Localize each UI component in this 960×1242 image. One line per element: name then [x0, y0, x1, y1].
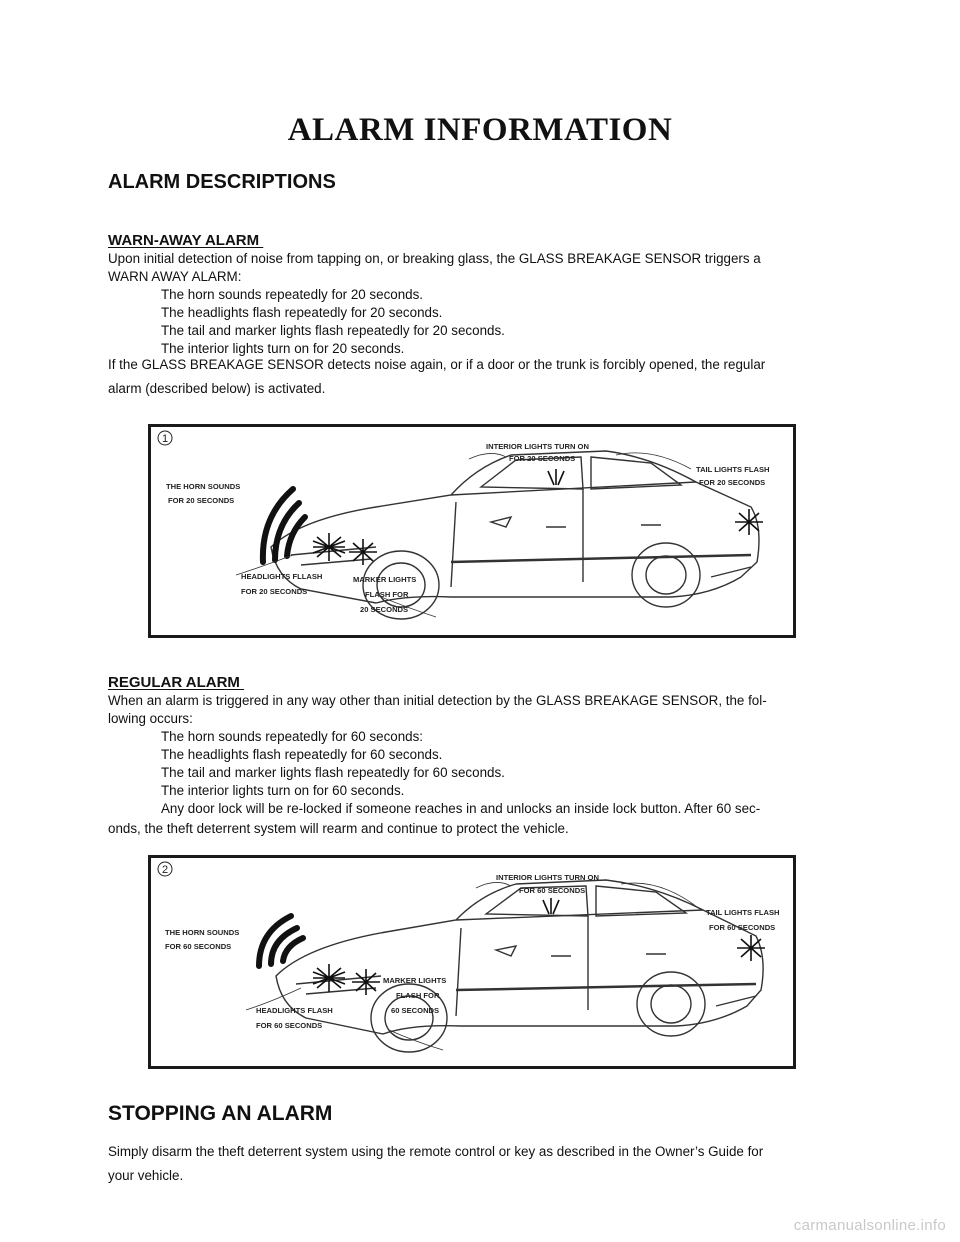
- warn-away-intro-line1: Upon initial detection of noise from tapping on, or breaking glass, the GLASS BREAKAGE SENSOR triggers a: [108, 251, 761, 266]
- list-item: Any door lock will be re-locked if someone reaches in and unlocks an inside lock button. After 60 sec-: [161, 801, 761, 816]
- regular-alarm-heading: REGULAR ALARM: [108, 674, 245, 691]
- label-marker-3: 60 SECONDS: [391, 1006, 440, 1015]
- figure-regular: [148, 855, 796, 1069]
- stopping-line2: your vehicle.: [108, 1168, 184, 1183]
- label-tail-1: TAIL LIGHTS FLASH: [706, 908, 780, 917]
- list-item: The horn sounds repeatedly for 60 seconds:: [161, 729, 424, 744]
- figure-number: 1: [161, 433, 169, 445]
- figure-labels: [165, 873, 780, 1030]
- label-head-1: HEADLIGHTS FLLASH: [241, 572, 323, 581]
- regular-intro-line1: When an alarm is triggered in any way other than initial detection by the GLASS BREAKAGE SENSOR, the fol-: [108, 693, 767, 708]
- label-marker-1: MARKER LIGHTS: [353, 575, 417, 584]
- section-heading-descriptions: ALARM DESCRIPTIONS: [108, 171, 336, 193]
- label-marker-2: FLASH FOR: [396, 991, 440, 1000]
- label-tail-2: FOR 20 SECONDS: [699, 478, 766, 487]
- label-marker-2: FLASH FOR: [365, 590, 409, 599]
- label-tail-2: FOR 60 SECONDS: [709, 923, 776, 932]
- horn-sound-waves: [263, 489, 305, 562]
- figure-warn-away: [148, 424, 796, 638]
- list-item: The horn sounds repeatedly for 20 seconds.: [161, 287, 424, 302]
- label-head-2: FOR 60 SECONDS: [256, 1021, 323, 1030]
- watermark: carmanualsonline.info: [793, 1217, 946, 1234]
- warn-away-intro-line2: WARN AWAY ALARM:: [108, 269, 242, 284]
- stopping-text: [108, 1143, 848, 1185]
- label-head-2: FOR 20 SECONDS: [241, 587, 308, 596]
- label-horn-2: FOR 20 SECONDS: [168, 496, 235, 505]
- page-title: ALARM INFORMATION: [287, 112, 673, 148]
- list-item: The interior lights turn on for 20 seconds.: [161, 341, 405, 356]
- list-item: The headlights flash repeatedly for 20 seconds.: [161, 305, 443, 320]
- list-item: The tail and marker lights flash repeatedly for 20 seconds.: [161, 323, 505, 338]
- list-item: The tail and marker lights flash repeatedly for 60 seconds.: [161, 765, 505, 780]
- warn-away-intro: [108, 250, 838, 286]
- warn-away-after: [108, 356, 848, 398]
- label-interior-2: FOR 20 SECONDS: [509, 454, 576, 463]
- stopping-line1: Simply disarm the theft deterrent system using the remote control or key as described in the Owner’s Guide for: [108, 1144, 764, 1159]
- car-illustration-2: [151, 858, 793, 1066]
- label-head-1: HEADLIGHTS FLASH: [256, 1006, 333, 1015]
- label-tail-1: TAIL LIGHTS FLASH: [696, 465, 770, 474]
- label-horn-1: THE HORN SOUNDS: [166, 482, 241, 491]
- label-marker-1: MARKER LIGHTS: [383, 976, 447, 985]
- label-horn-2: FOR 60 SECONDS: [165, 942, 232, 951]
- figure-number: 2: [161, 864, 169, 876]
- figure-labels: [166, 442, 770, 614]
- list-item: The interior lights turn on for 60 seconds.: [161, 783, 405, 798]
- label-marker-3: 20 SECONDS: [360, 605, 409, 614]
- list-item: The headlights flash repeatedly for 60 seconds.: [161, 747, 443, 762]
- label-interior-1: INTERIOR LIGHTS TURN ON: [496, 873, 599, 882]
- regular-intro: [108, 692, 848, 728]
- car-illustration-1: [151, 427, 793, 635]
- regular-list: [161, 728, 760, 818]
- label-interior-2: FOR 60 SECONDS: [519, 886, 586, 895]
- warn-away-list: [161, 286, 505, 358]
- horn-sound-waves: [259, 916, 303, 966]
- regular-after: onds, the theft deterrent system will rearm and continue to protect the vehicle.: [108, 821, 569, 836]
- label-interior-1: INTERIOR LIGHTS TURN ON: [486, 442, 589, 451]
- regular-intro-line2: lowing occurs:: [108, 711, 193, 726]
- light-flash-bursts: [313, 898, 765, 995]
- light-flash-bursts: [313, 469, 766, 565]
- label-horn-1: THE HORN SOUNDS: [165, 928, 240, 937]
- warn-away-after-line1: If the GLASS BREAKAGE SENSOR detects noise again, or if a door or the trunk is forcibly opened, the regular: [108, 357, 766, 372]
- warn-away-after-line2: alarm (described below) is activated.: [108, 381, 326, 396]
- warn-away-heading: WARN-AWAY ALARM: [108, 232, 264, 249]
- section-heading-stopping: STOPPING AN ALARM: [108, 1102, 333, 1125]
